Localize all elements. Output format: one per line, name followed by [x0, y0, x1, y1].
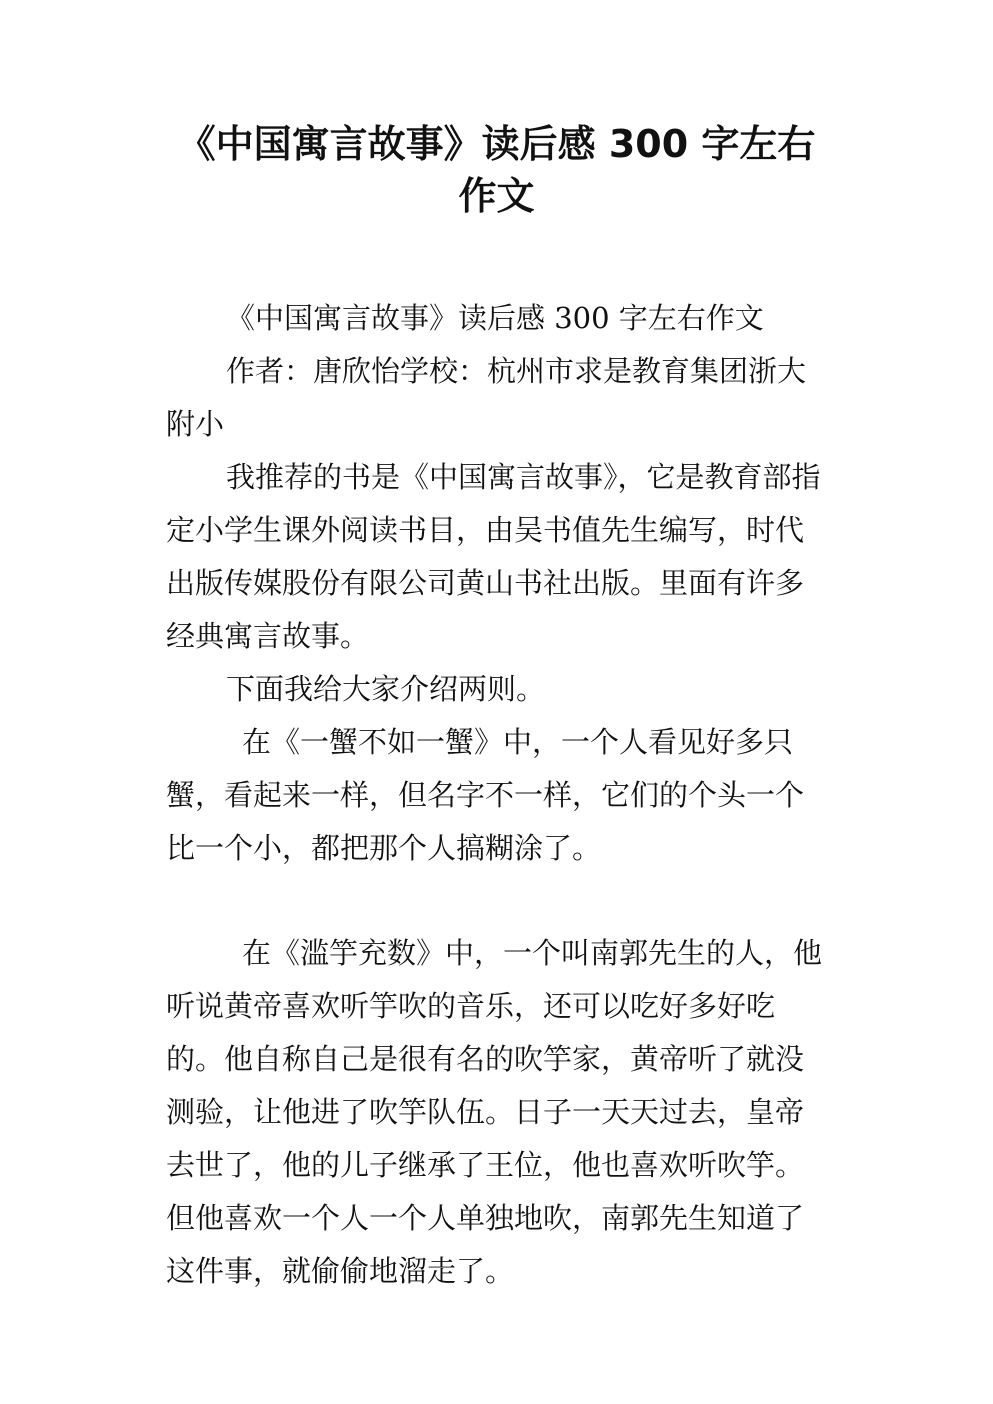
- document-title: [150, 118, 843, 222]
- intro-paragraph: 我推荐的书是《中国寓言故事》，它是教育部指定小学生课外阅读书目，由吴书值先生编写，时代出版传媒股份有限公司黄山书社出版。里面有许多经典寓言故事。: [166, 460, 821, 653]
- paragraph-gap: [166, 875, 828, 927]
- story-one-paragraph: 在《一蟹不如一蟹》中，一个人看见好多只蟹，看起来一样，但名字不一样，它们的个头一个比一个小，都把那个人搞糊涂了。: [166, 725, 805, 865]
- title-line-2: 作文: [458, 174, 535, 218]
- title-line-1: 《中国寓言故事》读后感 300 字左右: [177, 122, 816, 166]
- transition-paragraph: 下面我给大家介绍两则。: [226, 672, 546, 706]
- subtitle-paragraph: 《中国寓言故事》读后感 300 字左右作文: [226, 301, 764, 335]
- author-paragraph: 作者：唐欣怡学校：杭州市求是教育集团浙大附小: [166, 354, 807, 441]
- story-two-paragraph: 在《滥竽充数》中，一个叫南郭先生的人，他听说黄帝喜欢听竽吹的音乐，还可以吃好多好吃的。他自称自己是很有名的吹竽家，黄帝听了就没测验，让他进了吹竽队伍。日子一天天过去，皇帝去世了，他的儿子继承了王位，他也喜欢听吹竽。但他喜欢一个人一个人单独地吹，南郭先生知道了这件事，就偷偷地溜走了。: [166, 936, 823, 1288]
- document-body: [166, 292, 828, 1298]
